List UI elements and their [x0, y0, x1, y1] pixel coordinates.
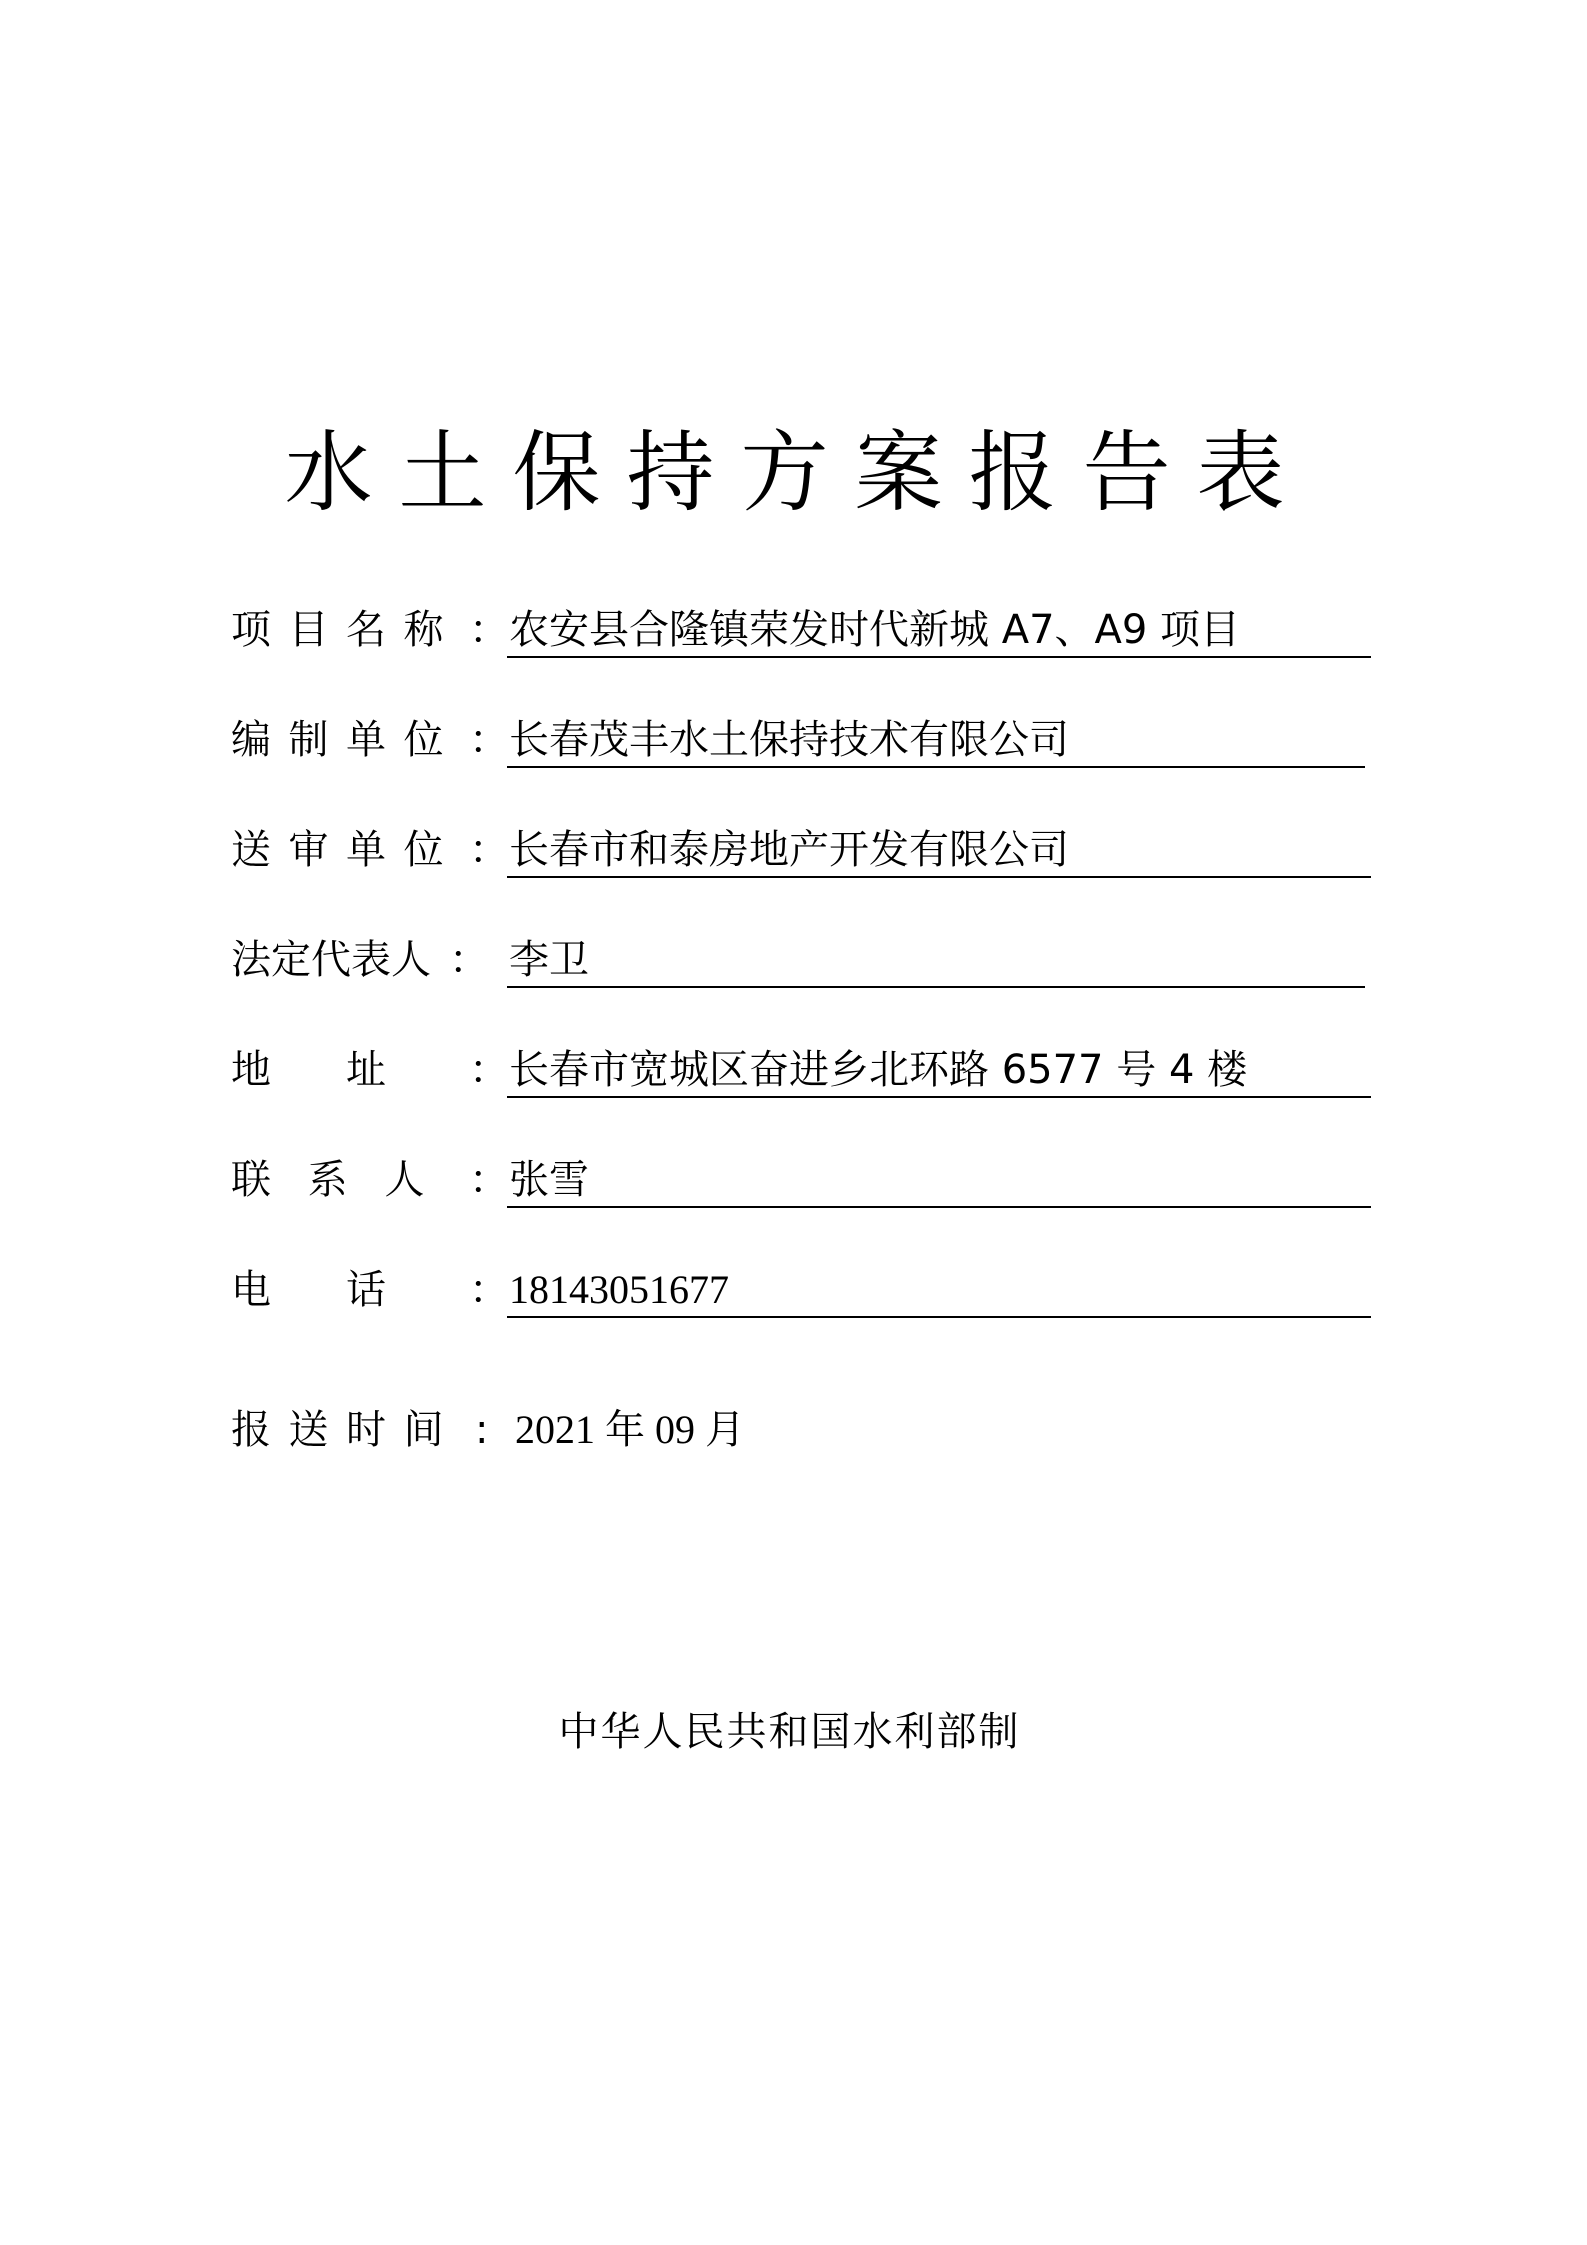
field-colon: ：: [469, 607, 509, 653]
label-char: 称: [403, 607, 444, 653]
field-label-submitter: [231, 818, 501, 882]
field-value-address: 长春市宽城区奋进乡北环路 6577 号 4 楼: [509, 1047, 1248, 1093]
field-value-legal-rep: 李卫: [509, 937, 589, 983]
field-label-project-name: [231, 598, 501, 662]
label-char: 单: [346, 827, 386, 873]
field-label-contact: [231, 1148, 501, 1212]
label-char: 位: [403, 827, 444, 873]
label-char: 话: [346, 1267, 386, 1313]
field-label-submit-time: [231, 1398, 501, 1462]
label-char: 人: [384, 1157, 425, 1203]
label-char: 联: [231, 1157, 271, 1203]
underline: [507, 928, 1365, 988]
field-value-submit-time: 2021 年 09 月: [515, 1407, 745, 1452]
field-colon: ：: [469, 1267, 509, 1313]
field-colon: ：: [469, 1157, 509, 1203]
field-value-contact: 张雪: [509, 1157, 589, 1203]
label-char: 送: [288, 1407, 329, 1453]
label-char: 系: [307, 1157, 348, 1203]
document-title: 水土保持方案报告表: [284, 421, 1311, 524]
label-char: 目: [288, 607, 329, 653]
field-colon: :: [475, 1407, 489, 1453]
label-char: 报: [231, 1407, 271, 1453]
field-colon: ：: [469, 827, 509, 873]
field-label-phone: [231, 1258, 501, 1322]
field-contact: [231, 1148, 1371, 1212]
field-submitter: [231, 818, 1371, 882]
field-phone: [231, 1258, 1371, 1322]
field-value-submitter: 长春市和泰房地产开发有限公司: [509, 827, 1069, 873]
field-address: [231, 1038, 1371, 1102]
issuer-footer: 中华人民共和国水利部制: [558, 1709, 1021, 1755]
field-legal-rep: [231, 928, 1371, 992]
label-char: 项: [231, 607, 271, 653]
field-value-compiler: 长春茂丰水土保持技术有限公司: [509, 717, 1069, 763]
underline: [507, 1148, 1371, 1208]
label-char: 名: [346, 607, 386, 653]
label-text: 法定代表人: [231, 937, 431, 983]
label-char: 位: [403, 717, 444, 763]
label-char: 单: [346, 717, 386, 763]
label-char: 编: [231, 717, 271, 763]
label-char: 地: [231, 1047, 271, 1093]
label-char: 审: [288, 827, 329, 873]
field-project-name: [231, 598, 1371, 662]
field-label-address: [231, 1038, 501, 1102]
field-value-project-name: 农安县合隆镇荣发时代新城 A7、A9 项目: [509, 607, 1241, 653]
field-compiler: [231, 708, 1371, 772]
field-colon: ：: [469, 1047, 509, 1093]
label-char: 制: [288, 717, 329, 763]
label-char: 时: [346, 1407, 386, 1453]
field-submit-time: [231, 1398, 1371, 1462]
field-label-compiler: [231, 708, 501, 772]
label-char: 间: [403, 1407, 444, 1453]
field-colon: ：: [469, 717, 509, 763]
label-char: 电: [231, 1267, 271, 1313]
label-char: 送: [231, 827, 271, 873]
field-colon: ：: [449, 937, 489, 983]
field-value-phone: 18143051677: [509, 1267, 729, 1312]
label-char: 址: [346, 1047, 386, 1093]
